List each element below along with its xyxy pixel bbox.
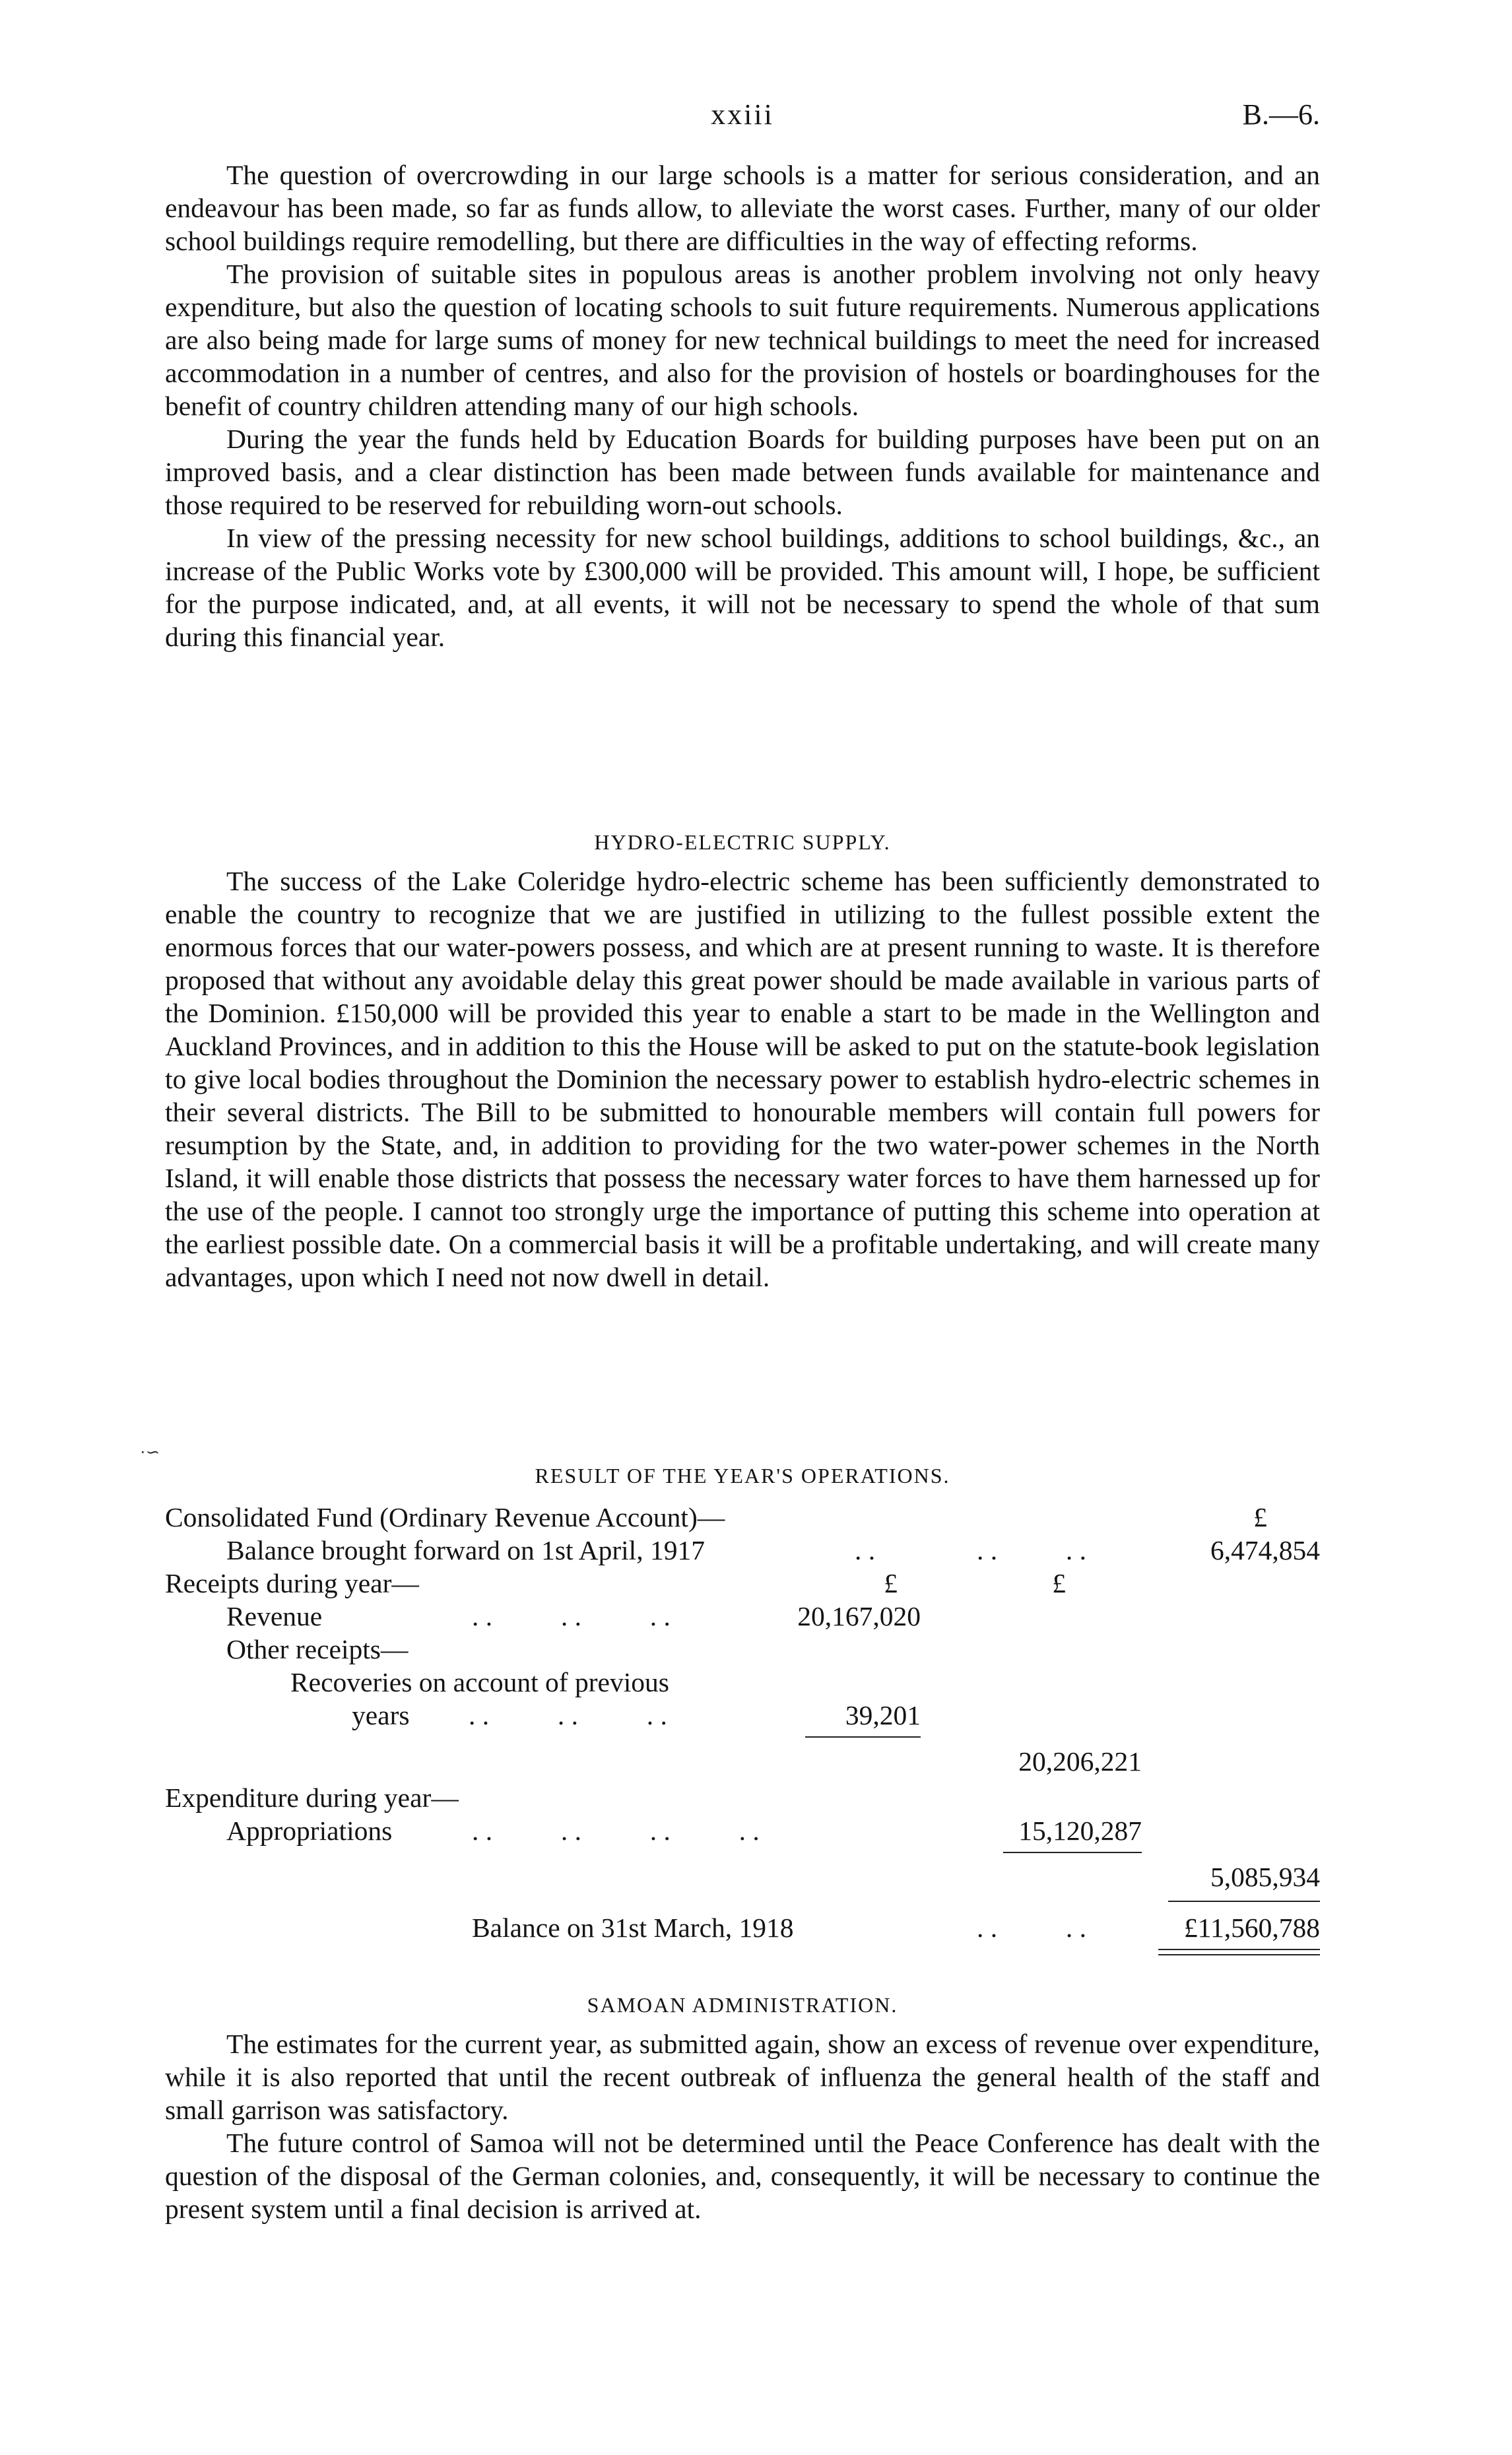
account-label: years [352,1700,410,1730]
double-rule [1158,1949,1320,1950]
account-row [165,1746,1320,1779]
account-label: Balance on 31st March, 1918 [472,1913,794,1943]
document-reference: B.—6. [1242,98,1320,131]
paragraph: The provision of suitable sites in populous areas is another problem involving not only heavy expenditure, but also the question of locating schools to suit future requirements. Numerous applications are also being made for large sums of money for new technical buildings to meet the need for increased accommodation in a number of centres, and also for the provision of hostels or boardinghouses for the benefit of country children attending many of our high schools. [165,259,1320,421]
account-row [165,1912,1320,1945]
page-header [165,98,1320,137]
paragraph: During the year the funds held by Education Boards for building purposes have been put on an improved basis, and a clear distinction has been made between funds available for maintenance and those required to be reserved for rebuilding worn-out schools. [165,424,1320,520]
account-row [165,1666,1320,1699]
account-label: Recoveries on account of previous [290,1667,669,1697]
account-row [165,1501,1320,1534]
samoan-section [165,2027,1320,2225]
account-row [165,1861,1320,1894]
account-value: 20,206,221 [1018,1746,1142,1777]
paragraph: In view of the pressing necessity for new school buildings, additions to school buildings, &c., an increase of the Public Works vote by £300,000 will be provided. This amount will, I hope, be sufficient for the purpose indicated, and, at all events, it will not be necessary to spend the whole of that sum during this financial year. [165,523,1320,652]
subtotal-rule [1003,1852,1142,1853]
account-value: £11,560,788 [1184,1913,1320,1943]
paragraph: The future control of Samoa will not be determined until the Peace Conference has dealt with the question of the disposal of the German colonies, and, consequently, it will be necessary to continue the present system until a final decision is arrived at. [165,2128,1320,2224]
dot-leader: . . . . . . . . [472,1816,760,1846]
currency-symbol: £ [884,1568,898,1598]
samoan-heading: SAMOAN ADMINISTRATION. [587,1993,898,2017]
currency-symbol: £ [1052,1568,1066,1598]
account-value: 5,085,934 [1210,1862,1320,1892]
paragraph: The success of the Lake Coleridge hydro-electric scheme has been sufficiently demonstrated to enable the country to recognize that we are justified in utilizing to the fullest possible extent the enormous forces that our water-powers possess, and which are at present running to waste. It is therefore proposed that without any avoidable delay this great power should be made available in various parts of the Dominion. £150,000 will be provided this year to enable a start to be made in the Wellington and Auckland Provinces, and in addition to this the House will be asked to put on the statute-book legislation to give local bodies throughout the Dominion the necessary power to establish hydro-electric schemes in their several districts. The Bill to be submitted to honourable members will contain full powers for resumption by the State, and, in addition to providing for the two water-power schemes in the North Island, it will enable those districts that possess the necessary water forces to have them harnessed up for the use of the people. I cannot too strongly urge the importance of putting this scheme into operation at the earliest possible date. On a commercial basis it will be a profitable undertaking, and will create many advantages, upon which I need not now dwell in detail. [165,866,1320,1292]
account-row [165,1567,1320,1600]
stray-mark: ·∽ [140,1443,160,1462]
school-buildings-section [165,158,1320,653]
account-label: Expenditure during year— [165,1783,459,1813]
account-label: Receipts during year— [165,1568,419,1598]
total-rule [1168,1901,1320,1902]
account-row [165,1534,1320,1567]
subtotal-rule [805,1736,921,1738]
hydro-electric-section [165,865,1320,1293]
account-row [165,1782,1320,1815]
account-value: 39,201 [845,1700,921,1730]
account-statement [165,1501,1320,1957]
paragraph: The estimates for the current year, as submitted again, show an excess of revenue over expenditure, while it is also reported that until the recent outbreak of influenza the general health of the staff and small garrison was satisfactory. [165,2029,1320,2125]
dot-leader: . . . . [977,1535,1086,1565]
account-row [165,1815,1320,1848]
hydro-electric-heading: HYDRO-ELECTRIC SUPPLY. [594,830,891,854]
account-row [165,1633,1320,1666]
double-rule [1158,1954,1320,1955]
account-value: 15,120,287 [1018,1816,1142,1846]
account-value: 6,474,854 [1210,1535,1320,1565]
currency-symbol: £ [1253,1502,1267,1532]
account-label: Revenue [226,1601,323,1631]
dot-leader: . . [855,1535,876,1565]
account-row [165,1699,1320,1732]
dot-leader: . . . . . . [469,1700,667,1730]
account-label: Consolidated Fund (Ordinary Revenue Account)— [165,1502,725,1532]
result-heading: RESULT OF THE YEAR'S OPERATIONS. [535,1464,950,1488]
account-label: Other receipts— [226,1634,409,1664]
account-label: Appropriations [226,1816,393,1846]
account-row [165,1600,1320,1633]
account-value: 20,167,020 [797,1601,921,1631]
page-number: xxiii [711,98,774,131]
dot-leader: . . . . [977,1913,1086,1943]
paragraph: The question of overcrowding in our large schools is a matter for serious consideration, and an endeavour has been made, so far as funds allow, to alleviate the worst cases. Further, many of our older school buildings require remodelling, but there are difficulties in the way of effecting reforms. [165,160,1320,256]
dot-leader: . . . . . . [472,1601,671,1631]
account-label: Balance brought forward on 1st April, 1917 [226,1535,705,1565]
